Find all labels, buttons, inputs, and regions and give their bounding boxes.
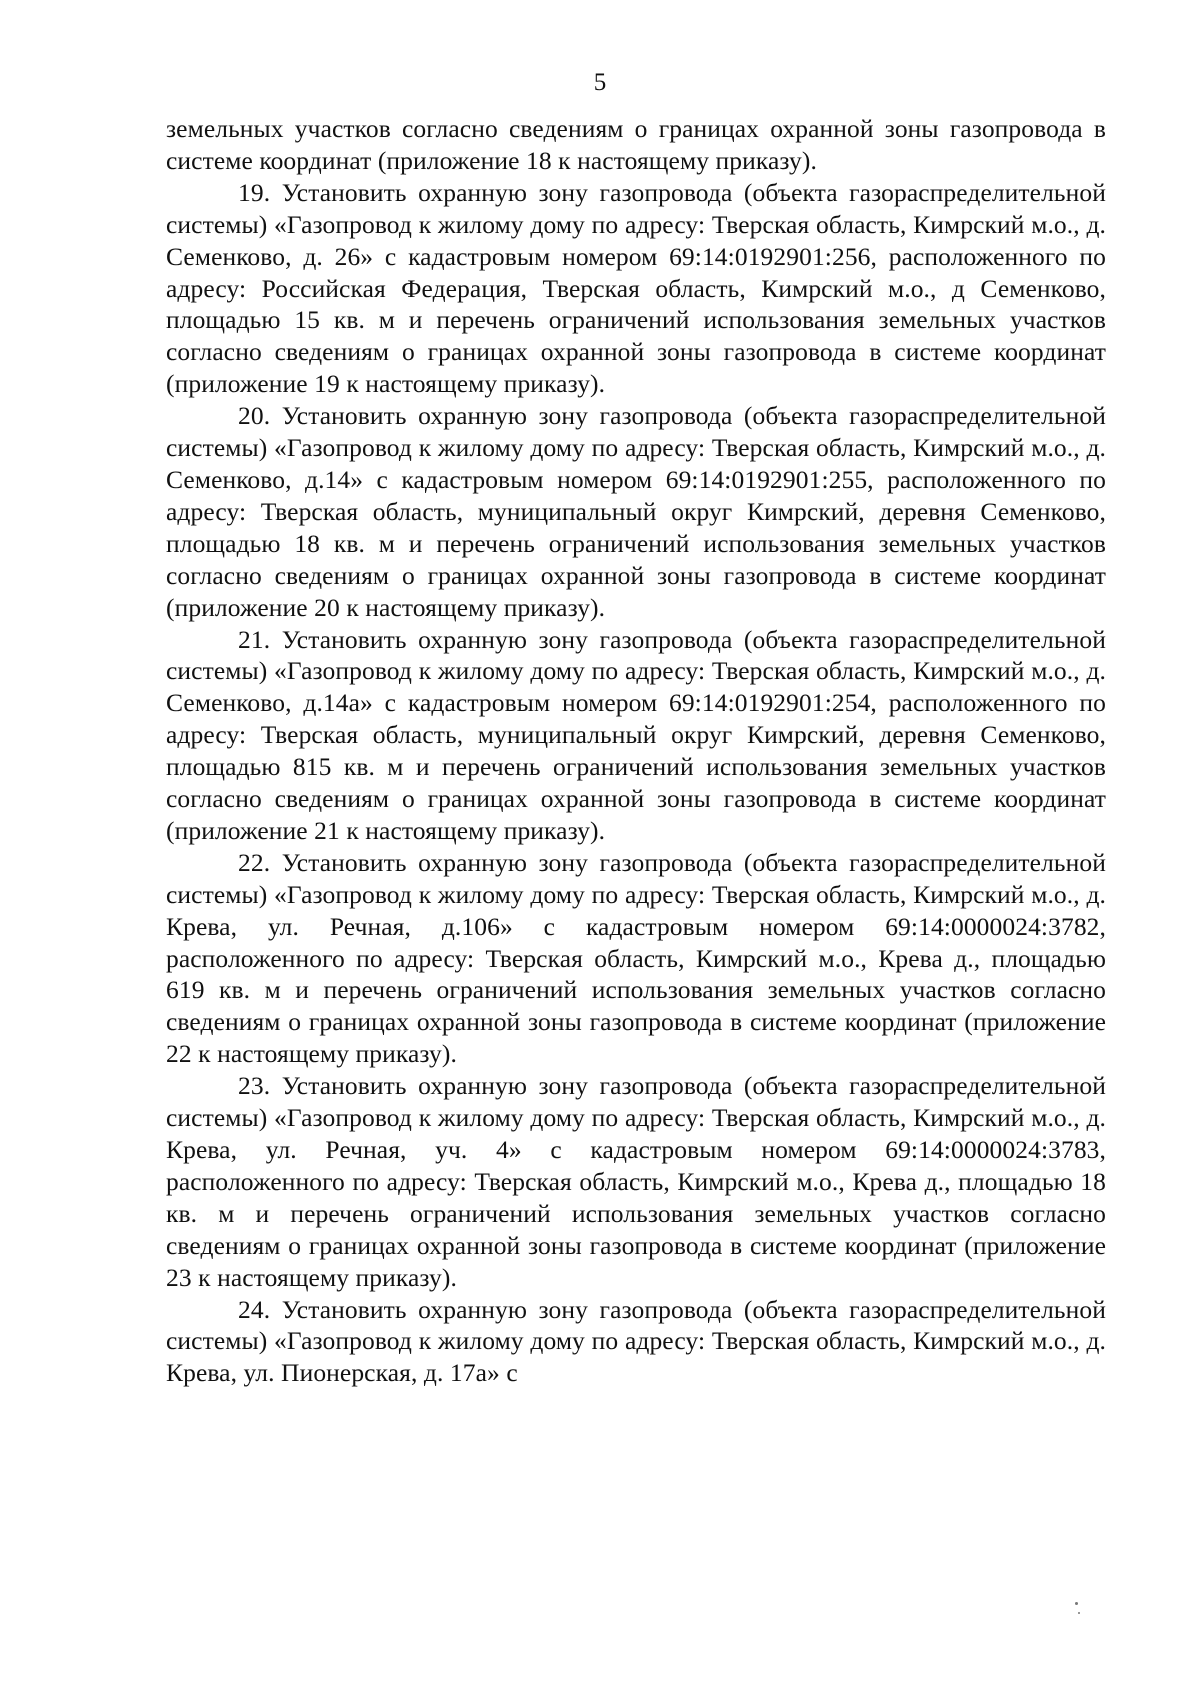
paragraph-item-20: 20. Установить охранную зону газопровода (объекта газораспределительной системы) «Газопровод к жилому дому по адресу: Тверская область, Кимрский м.о., д. Семенково, д.14» с кадастровым номером 69:14:0192901:255, расположенного по адресу: Тверская область, муниципальный округ Кимрский, деревня Семенково, площадью 18 кв. м и перечень ограничений использования земельных участков согласно сведениям о границах охранной зоны газопровода в системе координат (приложение 20 к настоящему приказу). [166,401,1106,622]
paragraph-item-19: 19. Установить охранную зону газопровода (объекта газораспределительной системы) «Газопровод к жилому дому по адресу: Тверская область, Кимрский м.о., д. Семенково, д. 26» с кадастровым номером 69:14:0192901:256, расположенного по адресу: Российская Федерация, Тверская область, Кимрский м.о., д Семенково, площадью 15 кв. м и перечень ограничений использования земельных участков согласно сведениям о границах охранной зоны газопровода в системе координат (приложение 19 к настоящему приказу). [166,177,1106,399]
document-body [166,113,1106,1389]
paragraph-item-24: 24. Установить охранную зону газопровода (объекта газораспределительной системы) «Газопровод к жилому дому по адресу: Тверская область, Кимрский м.о., д. Крева, ул. Пионерская, д. 17а» с [166,1294,1106,1388]
paragraph-item-21: 21. Установить охранную зону газопровода (объекта газораспределительной системы) «Газопровод к жилому дому по адресу: Тверская область, Кимрский м.о., д. Семенково, д.14а» с кадастровым номером 69:14:0192901:254, расположенного по адресу: Тверская область, муниципальный округ Кимрский, деревня Семенково, площадью 815 кв. м и перечень ограничений использования земельных участков согласно сведениям о границах охранной зоны газопровода в системе координат (приложение 21 к настоящему приказу). [166,624,1106,845]
paragraph-item-23: 23. Установить охранную зону газопровода (объекта газораспределительной системы) «Газопровод к жилому дому по адресу: Тверская область, Кимрский м.о., д. Крева, ул. Речная, уч. 4» с кадастровым номером 69:14:0000024:3783, расположенного по адресу: Тверская область, Кимрский м.о., Крева д., площадью 18 кв. м и перечень ограничений использования земельных участков согласно сведениям о границах охранной зоны газопровода в системе координат (приложение 23 к настоящему приказу). [166,1071,1106,1292]
paragraph-continuation: земельных участков согласно сведениям о границах охранной зоны газопровода в системе координат (приложение 18 к настоящему приказу). [166,114,1106,175]
scan-speck [1075,1602,1078,1605]
paragraph-item-22: 22. Установить охранную зону газопровода (объекта газораспределительной системы) «Газопровод к жилому дому по адресу: Тверская область, Кимрский м.о., д. Крева, ул. Речная, д.106» с кадастровым номером 69:14:0000024:3782, расположенного по адресу: Тверская область, Кимрский м.о., Крева д., площадью 619 кв. м и перечень ограничений использования земельных участков согласно сведениям о границах охранной зоны газопровода в системе координат (приложение 22 к настоящему приказу). [166,847,1106,1069]
page-number: 5 [593,69,607,96]
scan-speck [1078,1612,1080,1614]
